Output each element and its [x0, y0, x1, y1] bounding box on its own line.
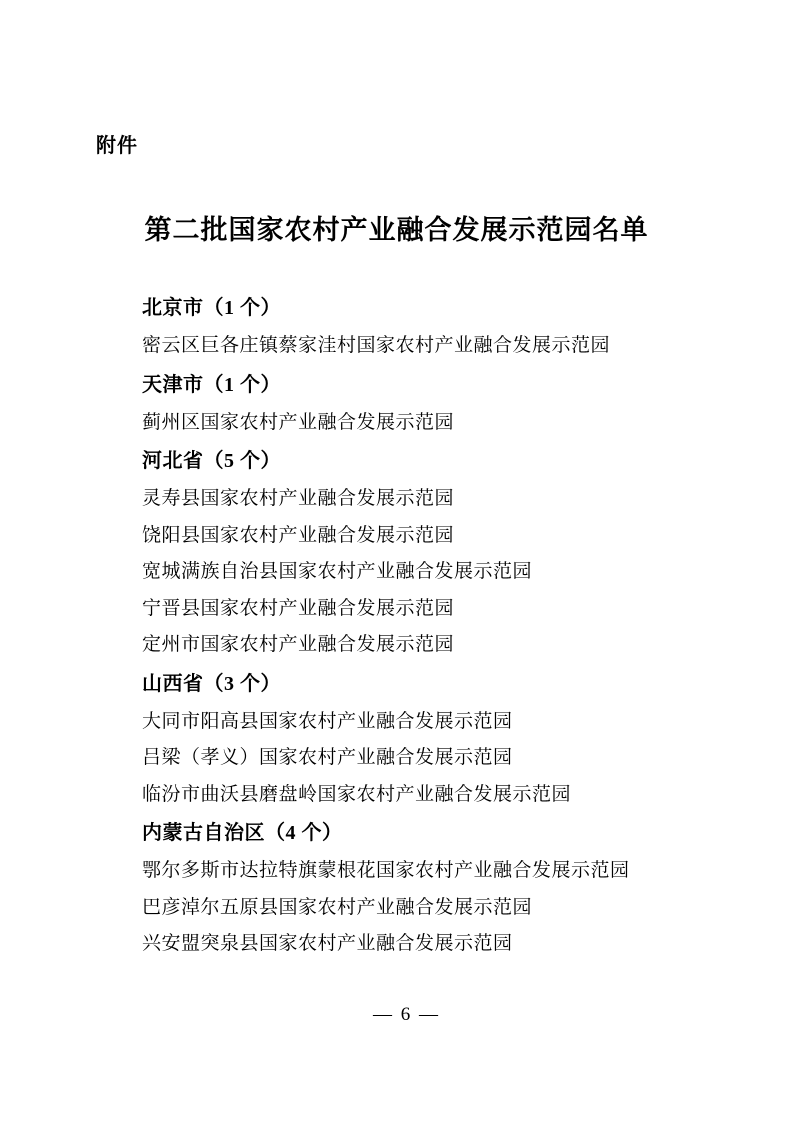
list-item: 大同市阳高县国家农村产业融合发展示范园 [142, 710, 513, 732]
list-item: 饶阳县国家农村产业融合发展示范园 [142, 524, 455, 546]
province-block [96, 660, 697, 810]
province-heading: 内蒙古自治区（4 个） [142, 822, 343, 845]
list-item: 鄂尔多斯市达拉特旗蒙根花国家农村产业融合发展示范园 [142, 860, 630, 882]
page-title: 第二批国家农村产业融合发展示范园名单 [144, 215, 649, 245]
province-block [96, 361, 697, 438]
province-block [96, 284, 697, 361]
list-item: 密云区巨各庄镇蔡家洼村国家农村产业融合发展示范园 [142, 335, 611, 357]
province-heading: 山西省（3 个） [142, 672, 281, 695]
province-heading: 天津市（1 个） [142, 373, 281, 396]
province-heading: 北京市（1 个） [142, 297, 281, 320]
province-block [96, 809, 697, 959]
list-item: 灵寿县国家农村产业融合发展示范园 [142, 488, 455, 510]
province-list [96, 246, 697, 959]
page-number: — 6 — [373, 1004, 440, 1025]
province-block [96, 437, 697, 660]
list-item: 宁晋县国家农村产业融合发展示范园 [142, 597, 455, 619]
list-item: 临汾市曲沃县磨盘岭国家农村产业融合发展示范园 [142, 783, 572, 805]
list-item: 定州市国家农村产业融合发展示范园 [142, 634, 455, 656]
list-item: 蓟州区国家农村产业融合发展示范园 [142, 411, 455, 433]
list-item: 兴安盟突泉县国家农村产业融合发展示范园 [142, 933, 513, 955]
province-heading: 河北省（5 个） [142, 450, 281, 473]
list-item: 宽城满族自治县国家农村产业融合发展示范园 [142, 561, 533, 583]
list-item: 吕梁（孝义）国家农村产业融合发展示范园 [142, 747, 513, 769]
list-item: 巴彦淖尔五原县国家农村产业融合发展示范园 [142, 896, 533, 918]
attachment-label: 附件 [96, 135, 138, 157]
